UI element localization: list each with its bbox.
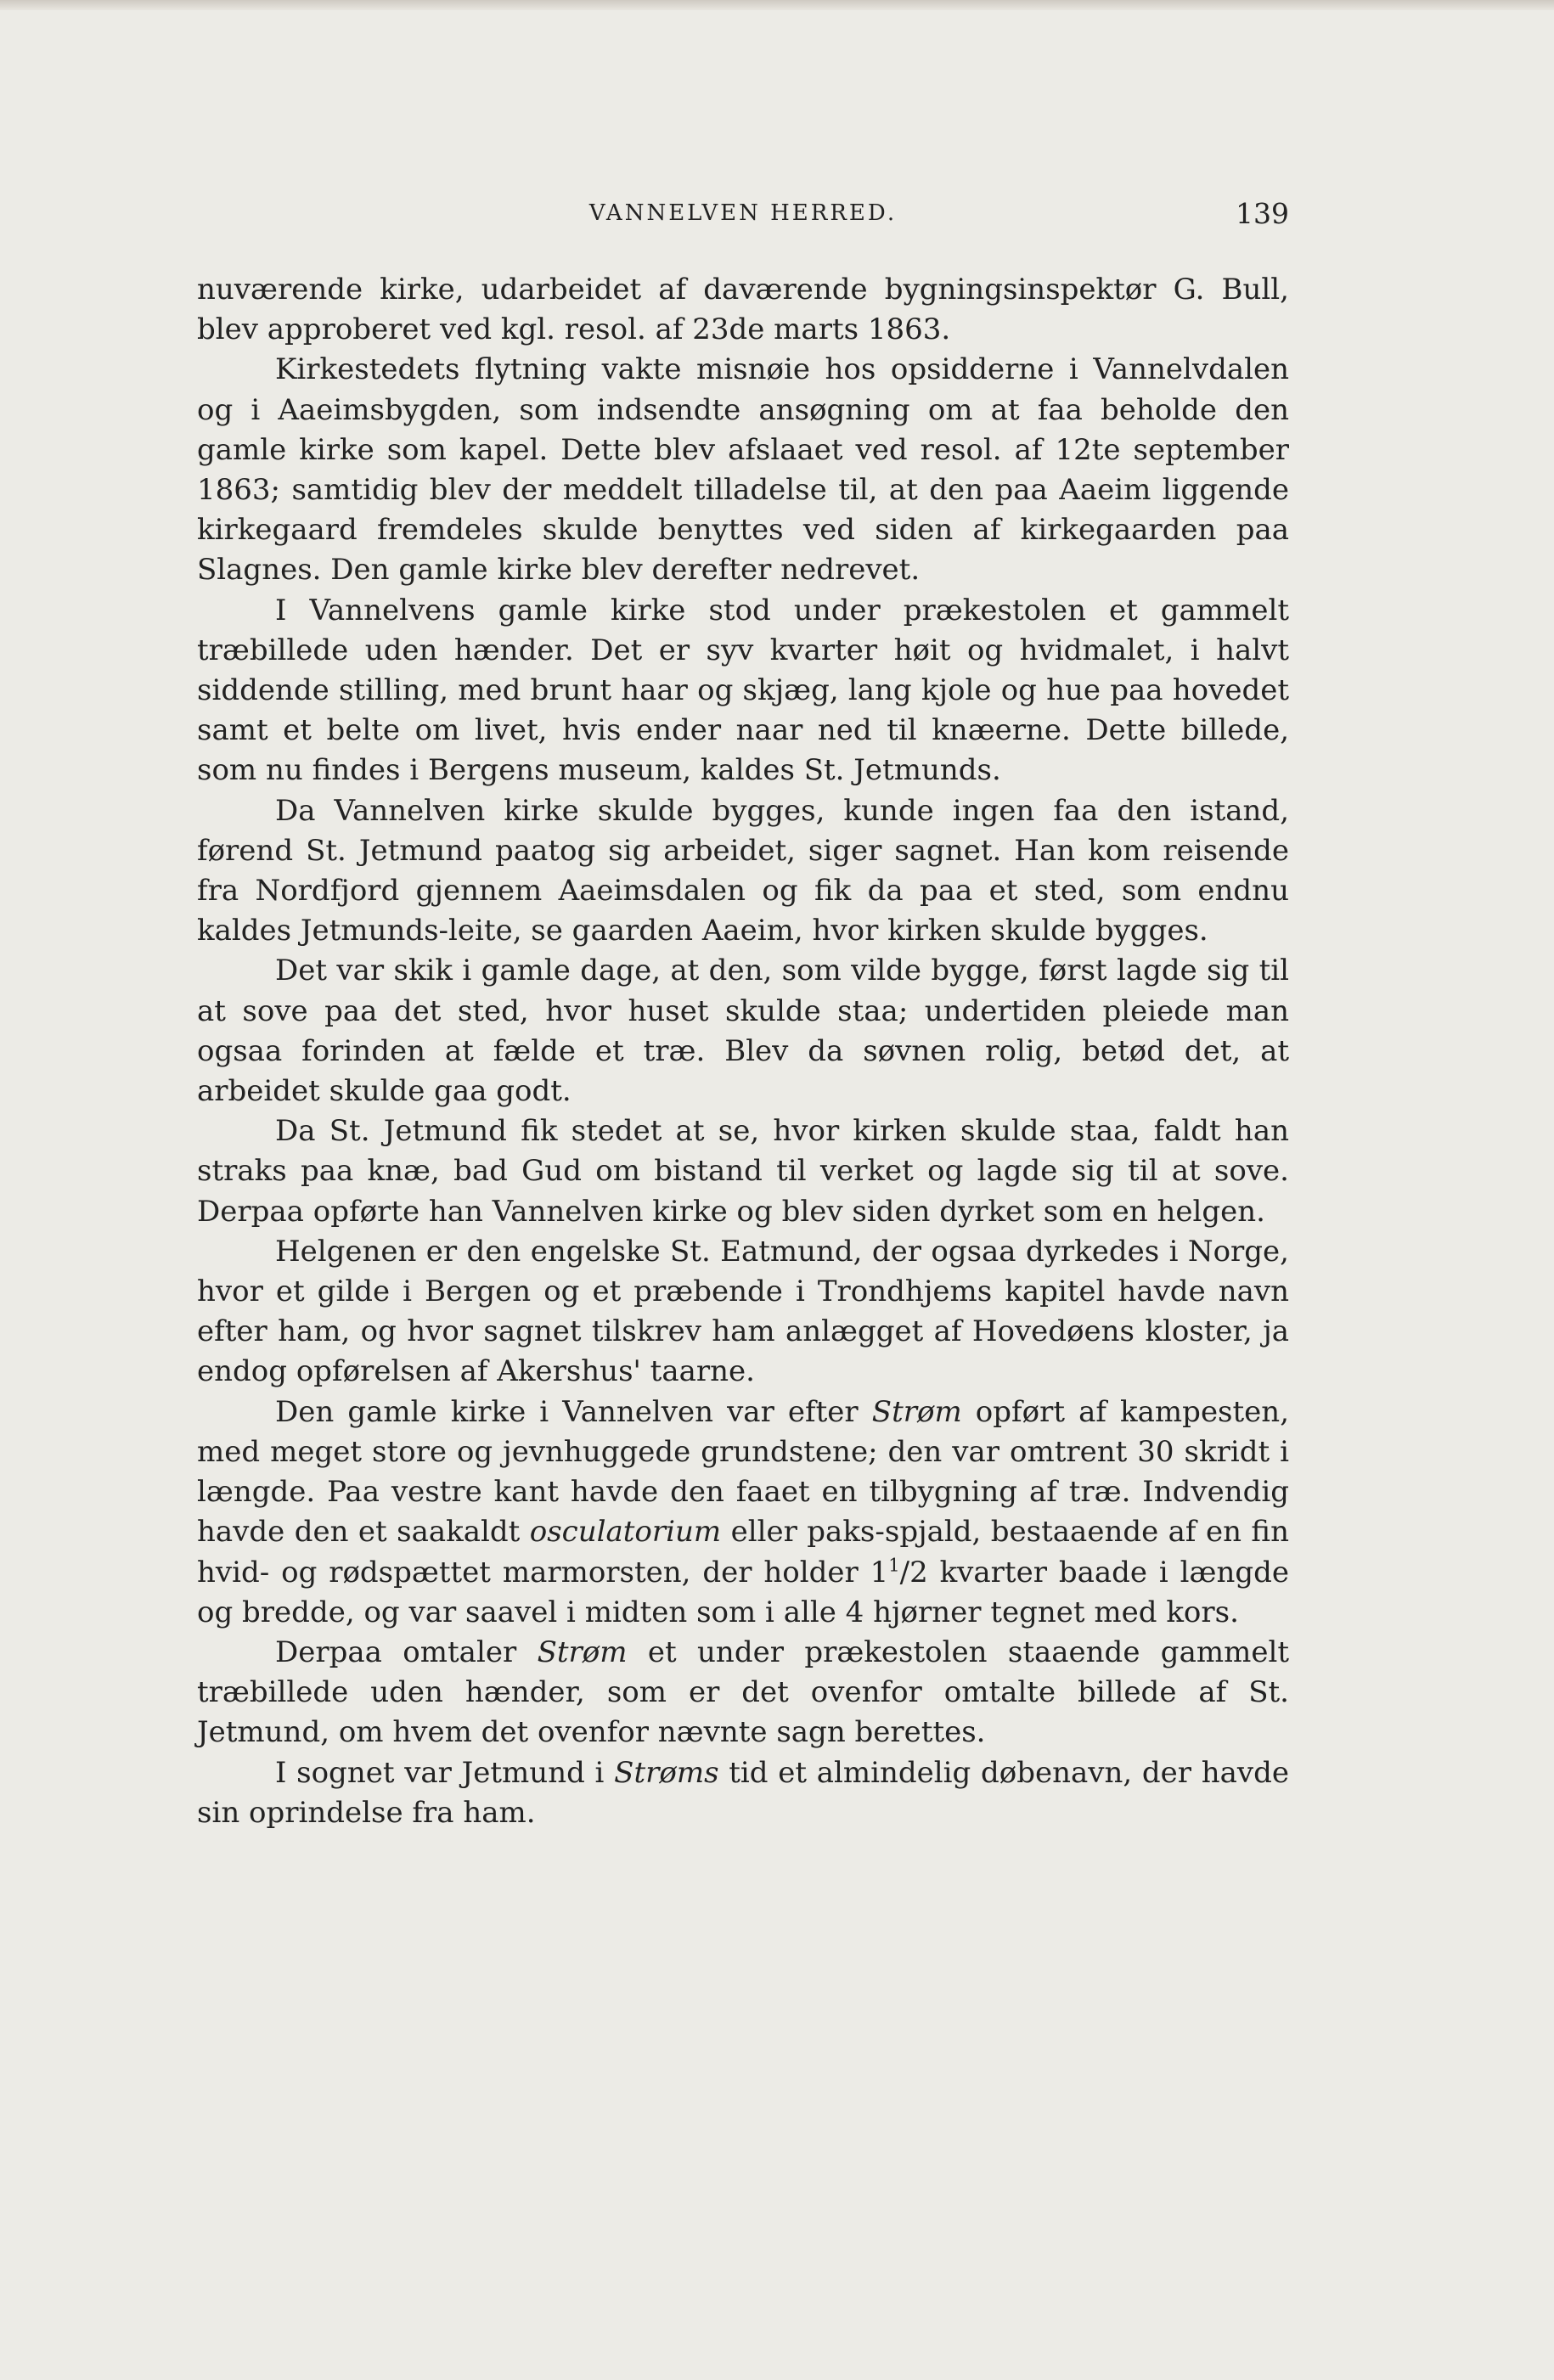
- paragraph-8-text-2: opført af kampesten, med meget store og jevnhuggede grundstene; den var omtrent 30 skridt i længde. Paa vestre kant havde den faaet en tilbygning af træ. Indvendig havde den et saakaldt: [197, 1394, 1289, 1550]
- running-title: VANNELVEN HERRED.: [588, 200, 898, 226]
- fraction-denominator: 2: [909, 1555, 928, 1589]
- paragraph-5: Det var skik i gamle dage, at den, som vilde bygge, først lagde sig til at sove paa det sted, hvor huset skulde staa; undertiden pleiede man ogsaa forinden at fælde et træ. Blev da søvnen rolig, betød det, at arbeidet skulde gaa godt.: [197, 954, 1289, 1109]
- term-osculatorium: osculatorium: [529, 1515, 722, 1550]
- paragraph-7: Helgenen er den engelske St. Eatmund, der ogsaa dyrkedes i Norge, hvor et gilde i Bergen og et præbende i Trondhjems kapitel havde navn efter ham, og hvor sagnet tilskrev ham anlægget af Hovedøens kloster, ja endog opførelsen af Akershus' taarne.: [197, 1234, 1289, 1389]
- paragraph-8-text-1: Den gamle kirke i Vannelven var efter: [275, 1394, 872, 1429]
- paragraph-9-text-2: et under prækestolen staaende gammelt træbillede uden hænder, som er det ovenfor omtalte billede af St. Jetmund, om hvem det ovenfor nævnte sagn berettes.: [197, 1634, 1289, 1750]
- fraction-numerator: 1: [888, 1555, 900, 1576]
- paragraph-4: Da Vannelven kirke skulde bygges, kunde ingen faa den istand, førend St. Jetmund paatog sig arbeidet, siger sagnet. Han kom reisende fra Nordfjord gjennem Aaeimsdalen og fik da paa et sted, som endnu kaldes Jetmunds-leite, se gaarden Aaeim, hvor kirken skulde bygges.: [197, 793, 1289, 948]
- paragraph-10: [197, 1753, 1289, 1833]
- body-text: [197, 270, 1289, 1833]
- page-number: 139: [1236, 197, 1289, 230]
- paragraph-8: [197, 1393, 1289, 1633]
- paragraph-3: I Vannelvens gamle kirke stod under prækestolen et gammelt træbillede uden hænder. Det er syv kvarter høit og hvidmalet, i halvt siddende stilling, med brunt haar og skjæg, lang kjole og hue paa hovedet samt et belte om livet, hvis ender naar ned til knæerne. Dette billede, som nu findes i Bergens museum, kaldes St. Jetmunds.: [197, 593, 1289, 788]
- paragraph-6: Da St. Jetmund fik stedet at se, hvor kirken skulde staa, faldt han straks paa knæ, bad Gud om bistand til verket og lagde sig til at sove. Derpaa opførte han Vannelven kirke og blev siden dyrket som en helgen.: [197, 1114, 1289, 1229]
- paragraph-10-text-1: I sognet var Jetmund i: [275, 1755, 615, 1790]
- paragraph-8-text-3: eller paks-spjald, bestaaende af en fin hvid- og rødspættet marmorsten, der holder 1: [197, 1515, 1289, 1589]
- paragraph-2: Kirkestedets flytning vakte misnøie hos opsidderne i Vannelvdalen og i Aaeimsbygden, som indsendte ansøgning om at faa beholde den gamle kirke som kapel. Dette blev afslaaet ved resol. af 12te september 1863; samtidig blev der meddelt tilladelse til, at den paa Aaeim liggende kirkegaard fremdeles skulde benyttes ved siden af kirkegaarden paa Slagnes. Den gamle kirke blev derefter nedrevet.: [197, 352, 1289, 588]
- author-name-strom: Strøm: [871, 1394, 962, 1429]
- author-name-strom: Strøm: [537, 1634, 628, 1669]
- paragraph-1: nuværende kirke, udarbeidet af daværende bygningsinspektør G. Bull, blev approberet ved kgl. resol. af 23de marts 1863.: [197, 273, 1289, 347]
- paragraph-9: [197, 1633, 1289, 1753]
- paragraph-9-text-1: Derpaa omtaler: [275, 1634, 538, 1669]
- fraction-slash: /: [899, 1555, 910, 1589]
- paragraph-10-text-2: tid et almindelig døbenavn, der havde sin oprindelse fra ham.: [197, 1755, 1290, 1830]
- page-top-edge: [0, 0, 1554, 10]
- page-header: [197, 197, 1289, 231]
- paragraph-8-text-4: kvarter baade i længde og bredde, og var saavel i midten som i alle 4 hjørner tegnet med kors.: [197, 1555, 1289, 1629]
- author-name-stroms: Strøms: [614, 1755, 719, 1790]
